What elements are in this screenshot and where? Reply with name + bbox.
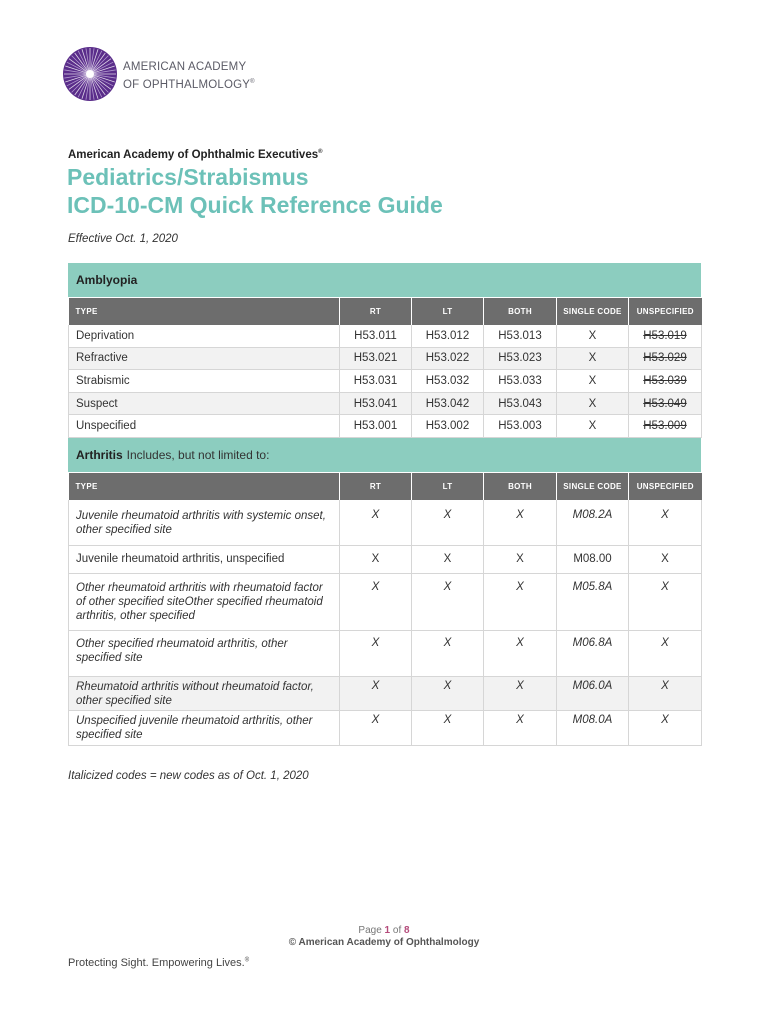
amblyopia-title: Amblyopia (76, 273, 138, 287)
italic-codes-footnote: Italicized codes = new codes as of Oct. 1, 2020 (68, 770, 309, 782)
unspecified-cell: X (629, 500, 702, 545)
registered-mark: ® (244, 957, 250, 964)
table-row (69, 630, 702, 676)
single-code-cell: M08.2A (557, 500, 629, 545)
logo-wordmark (123, 60, 255, 93)
rt-cell: H53.001 (340, 415, 412, 438)
table-row (69, 710, 702, 745)
type-cell: Deprivation (69, 325, 340, 347)
aao-logo-icon (62, 46, 118, 102)
rt-cell: H53.021 (340, 347, 412, 370)
single-code-cell: M08.00 (557, 545, 629, 573)
registered-mark: ® (250, 79, 255, 85)
lt-cell: X (412, 573, 484, 630)
title-line-1: Pediatrics/Strabismus (67, 164, 309, 190)
type-cell: Rheumatoid arthritis without rheumatoid factor, other specified site (69, 676, 340, 710)
page-title (67, 163, 443, 219)
single-code-cell: X (557, 370, 629, 393)
single-code-cell: M06.0A (557, 676, 629, 710)
both-cell: X (484, 573, 557, 630)
unspecified-cell: H53.009 (629, 415, 702, 438)
col-single-code: SINGLE CODE (557, 298, 629, 325)
single-code-cell: X (557, 415, 629, 438)
table-row (69, 370, 702, 393)
both-cell: X (484, 630, 557, 676)
page-total: 8 (404, 925, 410, 936)
table-row (69, 500, 702, 545)
organization-heading: American Academy of Ophthalmic Executives® (68, 149, 323, 161)
both-cell: H53.023 (484, 347, 557, 370)
logo-line-2: OF OPHTHALMOLOGY® (123, 78, 255, 91)
unspecified-cell: H53.039 (629, 370, 702, 393)
table-row (69, 573, 702, 630)
lt-cell: H53.002 (412, 415, 484, 438)
amblyopia-header-row (69, 298, 702, 325)
unspecified-cell: H53.049 (629, 392, 702, 415)
arthritis-table (68, 473, 702, 746)
col-both: BOTH (484, 298, 557, 325)
single-code-cell: X (557, 347, 629, 370)
col-lt: LT (412, 473, 484, 500)
effective-date: Effective Oct. 1, 2020 (68, 233, 178, 245)
col-rt: RT (340, 298, 412, 325)
type-cell: Juvenile rheumatoid arthritis, unspecified (69, 545, 340, 573)
arthritis-header-row (69, 473, 702, 500)
type-cell: Strabismic (69, 370, 340, 393)
lt-cell: X (412, 710, 484, 745)
type-cell: Refractive (69, 347, 340, 370)
both-cell: X (484, 676, 557, 710)
col-lt: LT (412, 298, 484, 325)
rt-cell: X (340, 500, 412, 545)
page-indicator (0, 925, 768, 936)
lt-cell: X (412, 545, 484, 573)
table-row (69, 545, 702, 573)
unspecified-cell: H53.019 (629, 325, 702, 347)
logo-line-1: AMERICAN ACADEMY (123, 61, 247, 73)
page-current: 1 (384, 925, 391, 936)
rt-cell: H53.011 (340, 325, 412, 347)
lt-cell: H53.012 (412, 325, 484, 347)
unspecified-cell: X (629, 573, 702, 630)
rt-cell: X (340, 630, 412, 676)
both-cell: H53.033 (484, 370, 557, 393)
col-type: TYPE (69, 473, 340, 500)
single-code-cell: M05.8A (557, 573, 629, 630)
arthritis-subtitle: Includes, but not limited to: (126, 448, 270, 462)
copyright: © American Academy of Ophthalmology (288, 937, 480, 948)
rt-cell: X (340, 710, 412, 745)
unspecified-cell: X (629, 630, 702, 676)
rt-cell: X (340, 676, 412, 710)
unspecified-cell: H53.029 (629, 347, 702, 370)
unspecified-cell: X (629, 545, 702, 573)
col-rt: RT (340, 473, 412, 500)
arthritis-section-header (68, 438, 701, 472)
page-of: of (392, 925, 402, 936)
single-code-cell: M06.8A (557, 630, 629, 676)
single-code-cell: M08.0A (557, 710, 629, 745)
type-cell: Unspecified juvenile rheumatoid arthritis, other specified site (69, 710, 340, 745)
tagline: Protecting Sight. Empowering Lives.® (68, 957, 250, 969)
unspecified-cell: X (629, 710, 702, 745)
type-cell: Other specified rheumatoid arthritis, other specified site (69, 630, 340, 676)
both-cell: X (484, 710, 557, 745)
table-row (69, 676, 702, 710)
lt-cell: X (412, 630, 484, 676)
col-single-code: SINGLE CODE (557, 473, 629, 500)
rt-cell: X (340, 545, 412, 573)
rt-cell: X (340, 573, 412, 630)
page-label: Page (358, 925, 382, 936)
type-cell: Unspecified (69, 415, 340, 438)
title-line-2: ICD-10-CM Quick Reference Guide (67, 192, 443, 218)
table-row (69, 392, 702, 415)
lt-cell: X (412, 676, 484, 710)
rt-cell: H53.031 (340, 370, 412, 393)
col-type: TYPE (69, 298, 340, 325)
type-cell: Suspect (69, 392, 340, 415)
table-row (69, 325, 702, 347)
lt-cell: H53.042 (412, 392, 484, 415)
both-cell: X (484, 500, 557, 545)
both-cell: H53.003 (484, 415, 557, 438)
table-row (69, 415, 702, 438)
amblyopia-section-header (68, 263, 701, 297)
both-cell: H53.043 (484, 392, 557, 415)
lt-cell: X (412, 500, 484, 545)
unspecified-cell: X (629, 676, 702, 710)
type-cell: Other rheumatoid arthritis with rheumatoid factor of other specified siteOther specified rheumatoid arthritis, other specified (69, 573, 340, 630)
registered-mark: ® (318, 149, 323, 156)
arthritis-title: Arthritis (76, 448, 123, 462)
type-cell: Juvenile rheumatoid arthritis with systemic onset, other specified site (69, 500, 340, 545)
amblyopia-table (68, 298, 702, 438)
single-code-cell: X (557, 392, 629, 415)
both-cell: X (484, 545, 557, 573)
rt-cell: H53.041 (340, 392, 412, 415)
single-code-cell: X (557, 325, 629, 347)
lt-cell: H53.032 (412, 370, 484, 393)
both-cell: H53.013 (484, 325, 557, 347)
table-row (69, 347, 702, 370)
lt-cell: H53.022 (412, 347, 484, 370)
col-both: BOTH (484, 473, 557, 500)
col-unspecified: UNSPECIFIED (629, 473, 702, 500)
col-unspecified: UNSPECIFIED (629, 298, 702, 325)
